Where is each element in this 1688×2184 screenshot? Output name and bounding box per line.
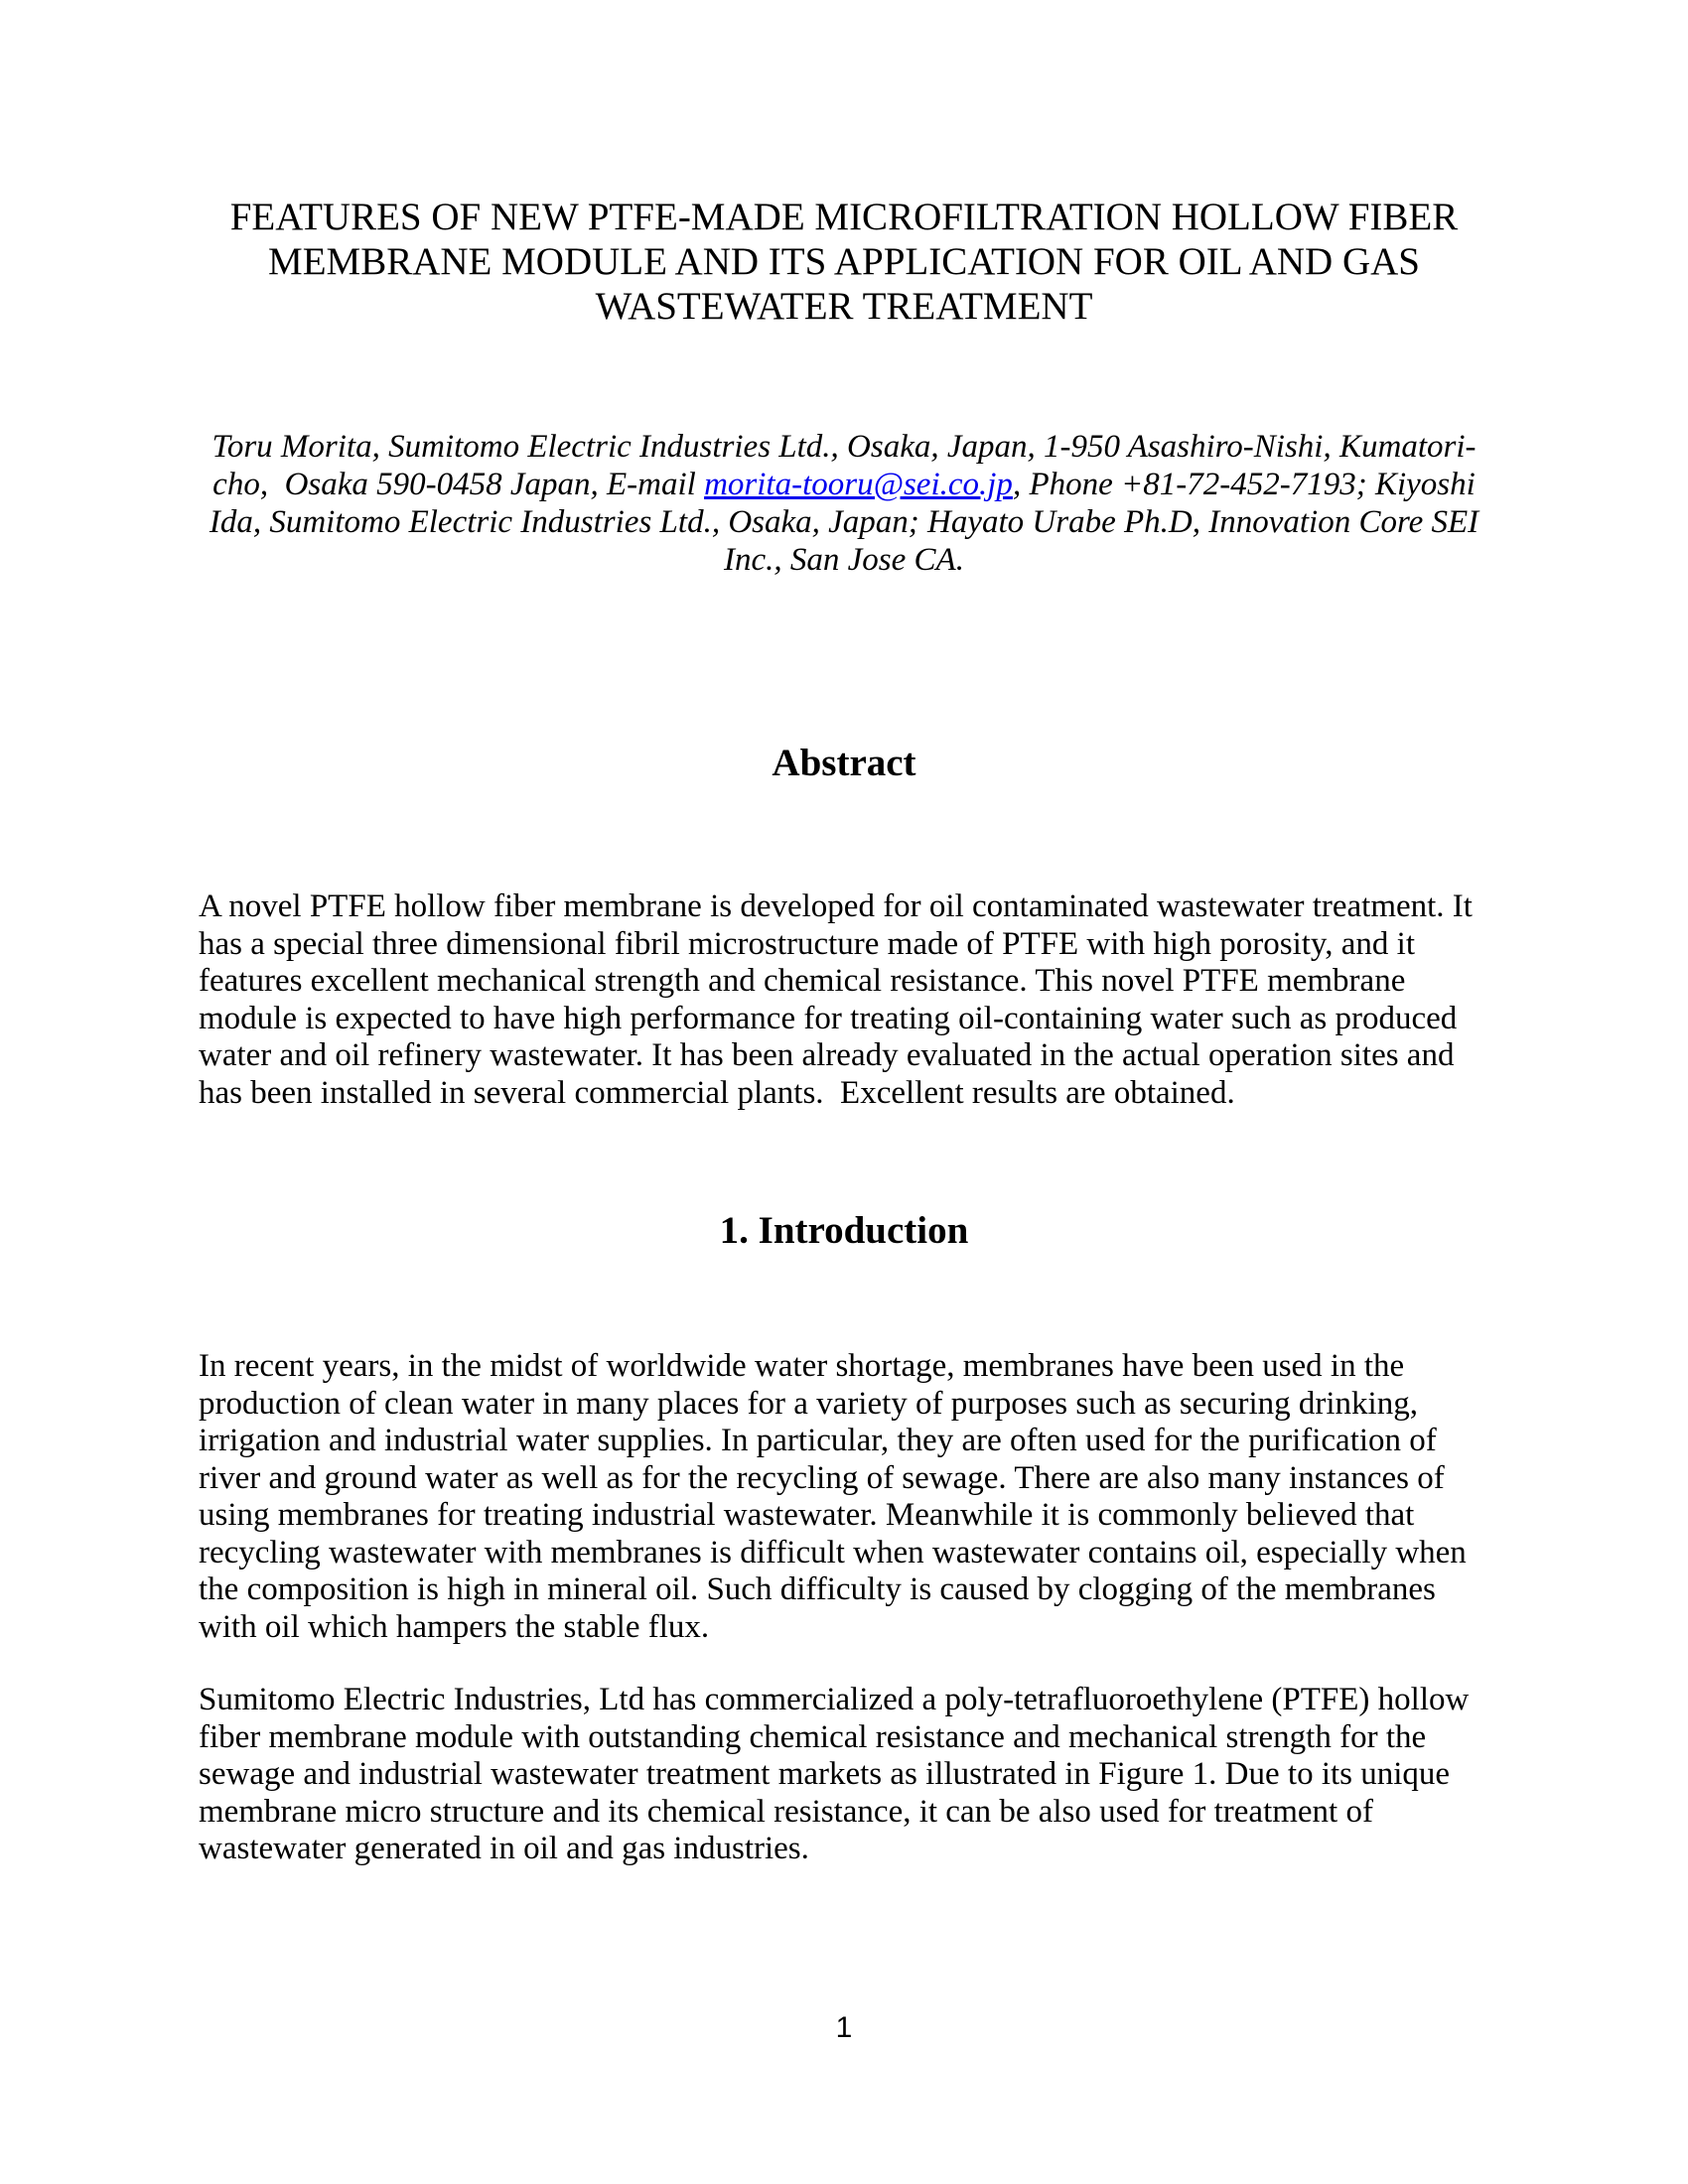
email-link[interactable]: morita-tooru@sei.co.jp bbox=[704, 467, 1013, 502]
abstract-paragraph: A novel PTFE hollow fiber membrane is developed for oil contaminated wastewater treatment. It has a special three dimensional fibril microstructure made of PTFE with high porosity, and it features excellent mechanical strength and chemical resistance. This novel PTFE membrane module is expected to have high performance for treating oil-containing water such as produced water and oil refinery wastewater. It has been already evaluated in the actual operation sites and has been installed in several commercial plants. Excellent results are obtained. bbox=[199, 888, 1481, 1111]
introduction-paragraph-1: In recent years, in the midst of worldwide water shortage, membranes have been used in the production of clean water in many places for a variety of purposes such as securing drinking, irrigation and industrial water supplies. In particular, they are often used for the purification of river and ground water as well as for the recycling of sewage. There are also many instances of using membranes for treating industrial wastewater. Meanwhile it is commonly believed that recycling wastewater with membranes is difficult when wastewater contains oil, especially when the composition is high in mineral oil. Such difficulty is caused by clogging of the membranes with oil which hampers the stable flux. bbox=[199, 1348, 1476, 1645]
author-text-before-email: Toru Morita, Sumitomo Electric Industries Ltd., Osaka, Japan, 1-950 Asashiro-Nishi, Kumatori-cho, Osaka 590-0458 Japan, E-mail bbox=[211, 429, 1477, 502]
author-text-after-email: , Phone +81-72-452-7193; Kiyoshi Ida, Sumitomo Electric Industries Ltd., Osaka, Japan; Hayato Urabe Ph.D, Innovation Core SEI Inc., San Jose CA. bbox=[209, 467, 1487, 578]
author-block bbox=[199, 428, 1489, 579]
abstract-heading: Abstract bbox=[772, 742, 916, 784]
introduction-heading: 1. Introduction bbox=[719, 1209, 969, 1252]
introduction-paragraph-2: Sumitomo Electric Industries, Ltd has commercialized a poly-tetrafluoroethylene (PTFE) hollow fiber membrane module with outstanding chemical resistance and mechanical strength for the sewage and industrial wastewater treatment markets as illustrated in Figure 1. Due to its unique membrane micro structure and its chemical resistance, it can be also used for treatment of wastewater generated in oil and gas industries. bbox=[199, 1682, 1477, 1866]
paper-title: FEATURES OF NEW PTFE-MADE MICROFILTRATION HOLLOW FIBER MEMBRANE MODULE AND ITS APPLICATION FOR OIL AND GAS WASTEWATER TREATMENT bbox=[229, 196, 1469, 328]
page-number: 1 bbox=[835, 2011, 853, 2044]
